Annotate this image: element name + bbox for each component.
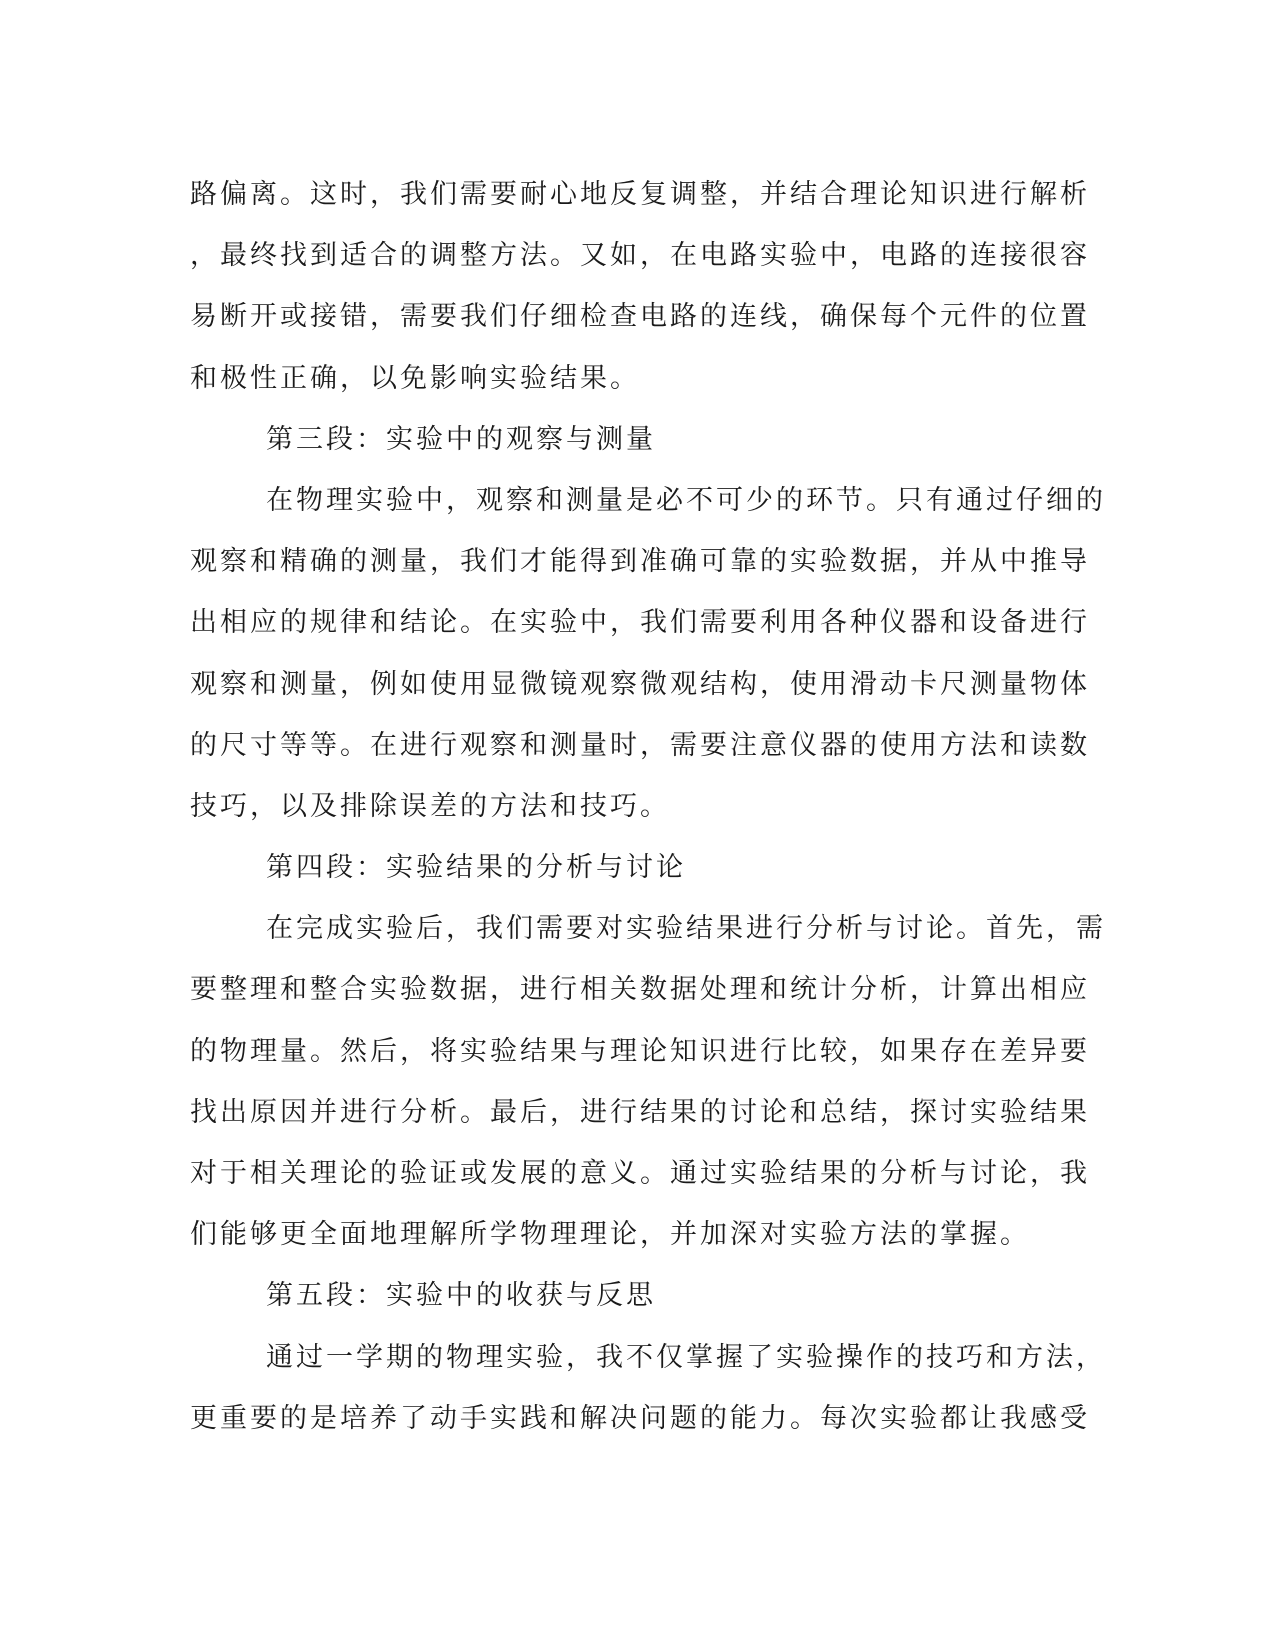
- text-line: 们能够更全面地理解所学物理理论，并加深对实验方法的掌握。: [190, 1219, 1030, 1251]
- text-line: ，最终找到适合的调整方法。又如，在电路实验中，电路的连接很容: [190, 240, 1090, 272]
- text-line: 要整理和整合实验数据，进行相关数据处理和统计分析，计算出相应: [190, 974, 1090, 1006]
- text-line: 和极性正确，以免影响实验结果。: [190, 362, 640, 394]
- section-heading: 第三段：实验中的观察与测量: [266, 423, 656, 455]
- text-line: 在完成实验后，我们需要对实验结果进行分析与讨论。首先，需: [266, 913, 1106, 945]
- text-line: 易断开或接错，需要我们仔细检查电路的连线，确保每个元件的位置: [190, 301, 1090, 333]
- text-line: 技巧，以及排除误差的方法和技巧。: [190, 790, 670, 822]
- document-body: [190, 164, 1106, 1449]
- text-line: 的尺寸等等。在进行观察和测量时，需要注意仪器的使用方法和读数: [190, 729, 1090, 761]
- text-line: 更重要的是培养了动手实践和解决问题的能力。每次实验都让我感受: [190, 1402, 1090, 1434]
- section-heading: 第五段：实验中的收获与反思: [266, 1280, 656, 1312]
- text-line: 路偏离。这时，我们需要耐心地反复调整，并结合理论知识进行解析: [190, 179, 1090, 210]
- text-line: 观察和精确的测量，我们才能得到准确可靠的实验数据，并从中推导: [190, 546, 1090, 578]
- text-line: 在物理实验中，观察和测量是必不可少的环节。只有通过仔细的: [266, 484, 1106, 516]
- text-line: 观察和测量，例如使用显微镜观察微观结构，使用滑动卡尺测量物体: [190, 668, 1090, 700]
- text-line: 的物理量。然后，将实验结果与理论知识进行比较，如果存在差异要: [190, 1035, 1090, 1067]
- section-heading: 第四段：实验结果的分析与讨论: [266, 852, 686, 884]
- text-line: 通过一学期的物理实验，我不仅掌握了实验操作的技巧和方法，: [266, 1341, 1106, 1373]
- text-line: 对于相关理论的验证或发展的意义。通过实验结果的分析与讨论，我: [190, 1158, 1090, 1189]
- text-line: 找出原因并进行分析。最后，进行结果的讨论和总结，探讨实验结果: [190, 1096, 1090, 1128]
- text-line: 出相应的规律和结论。在实验中，我们需要利用各种仪器和设备进行: [190, 607, 1090, 639]
